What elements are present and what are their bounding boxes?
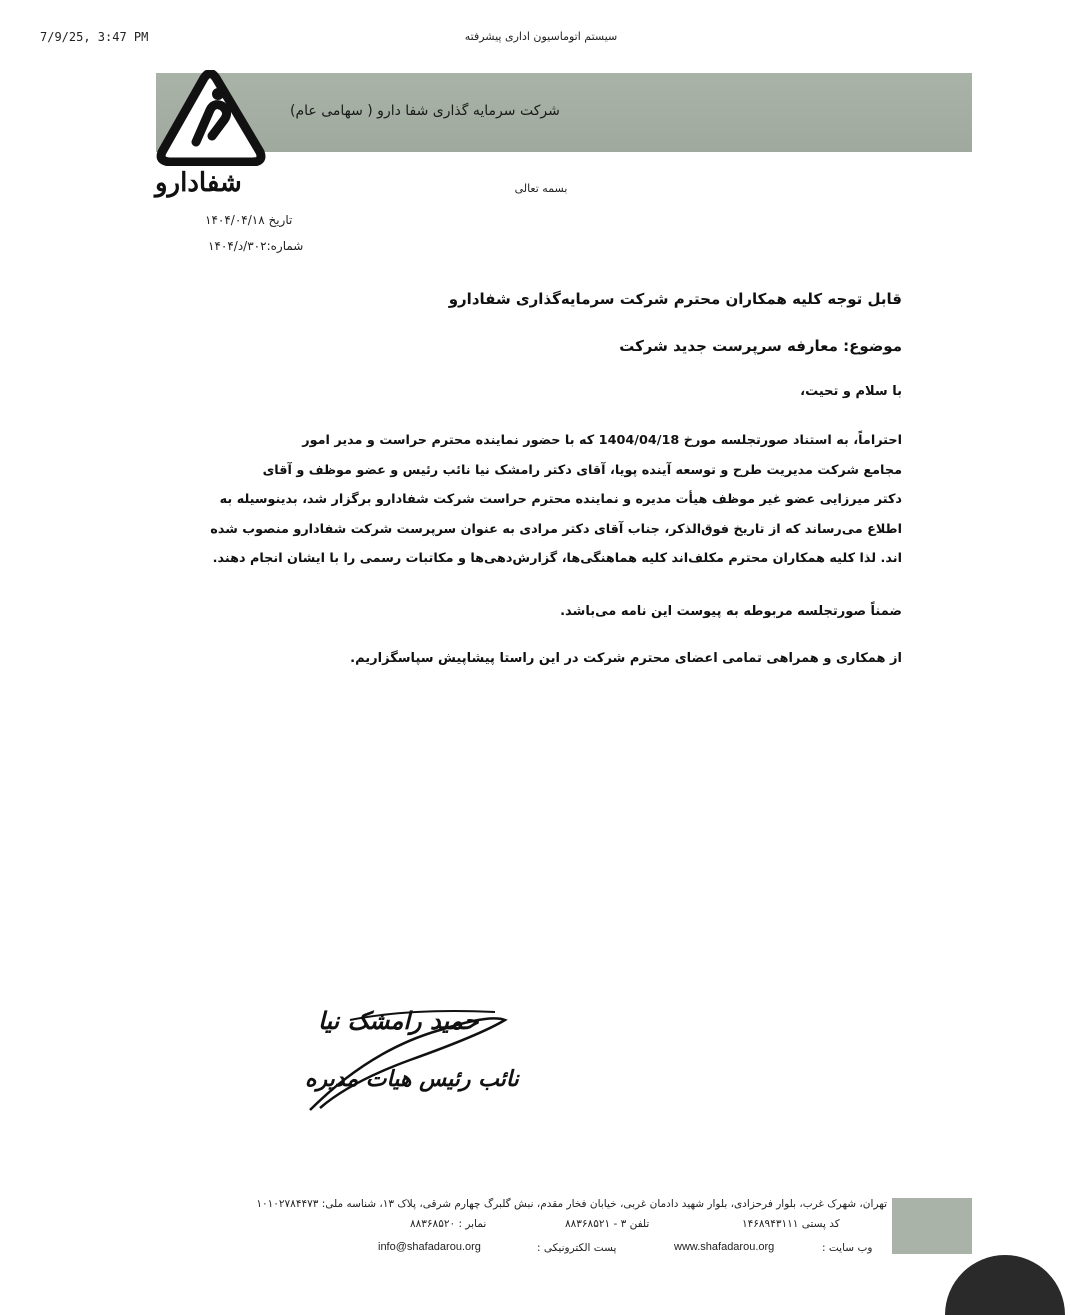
signatory-title: نائب رئیس هیات مدیره	[305, 1066, 519, 1092]
footer-band	[892, 1198, 972, 1254]
paragraph-line: اند. لذا کلیه همکاران محترم مکلف‌اند کلیه هماهنگی‌ها، گزارش‌دهی‌ها و مکاتبات رسمی را با ایشان انجام دهند.	[212, 551, 902, 566]
footer-website-label: وب سایت :	[822, 1242, 873, 1254]
footer-email-label: پست الکترونیکی :	[537, 1242, 617, 1254]
logo-wordmark: شفادارو	[155, 168, 242, 198]
paragraph-line: مجامع شرکت مدیریت طرح و توسعه آینده پویا، آقای دکتر رامشک نیا نائب رئیس و عضو موظف و آقای	[262, 462, 902, 478]
footer-website: www.shafadarou.org	[674, 1241, 775, 1253]
closing-line: از همکاری و همراهی تمامی اعضای محترم شرکت در این راستا پیشاپیش سپاسگزاریم.	[350, 651, 902, 666]
paragraph-line: اطلاع می‌رساند که از تاریخ فوق‌الذکر، جناب آقای دکتر مرادی به عنوان سرپرست شرکت شفادارو منصوب شده	[210, 521, 902, 537]
corner-shadow	[945, 1255, 1065, 1315]
system-title: سیستم اتوماسیون اداری پیشرفته	[464, 30, 618, 43]
letterhead-band	[156, 73, 972, 152]
footer-postal-code: کد پستی ۱۴۶۸۹۴۳۱۱۱	[742, 1218, 840, 1230]
footer-phone: تلفن ۳ - ۸۸۳۶۸۵۲۱	[565, 1218, 650, 1230]
paragraph-line: احتراماً، به استناد صورتجلسه مورخ 1404/04/18 که با حضور نماینده محترم حراست و مدیر امور	[302, 433, 902, 448]
greeting: با سلام و تحیت،	[800, 384, 902, 399]
subject-line: موضوع: معارفه سرپرست جدید شرکت	[619, 337, 902, 355]
basmala: بسمه تعالی	[514, 182, 568, 195]
paragraph-line: دکتر میرزایی عضو غیر موظف هیأت مدیره و نماینده محترم حراست شرکت شفادارو برگزار شد، بدینوسیله به	[219, 492, 902, 507]
letter-body-paragraph	[180, 426, 902, 574]
signatory-name: حمید رامشک نیا	[318, 1006, 479, 1035]
addressee: قابل توجه کلیه همکاران محترم شرکت سرمایه‌گذاری شفادارو	[448, 290, 902, 308]
letter-number: شماره:۳۰۲/د/۱۴۰۴	[208, 239, 304, 253]
footer-email: info@shafadarou.org	[378, 1241, 481, 1253]
print-timestamp: 7/9/25, 3:47 PM	[40, 30, 149, 44]
company-name: شرکت سرمایه گذاری شفا دارو ( سهامی عام)	[290, 103, 560, 119]
company-logo	[152, 70, 272, 166]
footer-fax: نمابر : ۸۸۳۶۸۵۲۰	[410, 1218, 487, 1230]
footer-address: تهران، شهرک غرب، بلوار فرحزادی، بلوار شهید دادمان غربی، خیابان فخار مقدم، نبش گلبرگ چهارم شرقی، پلاک ۱۳، شناسه ملی: ۱۰۱۰۲۷۸۴۴۷۳	[256, 1198, 887, 1210]
attachment-note: ضمناً صورتجلسه مربوطه به پیوست این نامه می‌باشد.	[560, 604, 902, 619]
letter-date: تاریخ ۱۴۰۴/۰۴/۱۸	[205, 213, 293, 227]
